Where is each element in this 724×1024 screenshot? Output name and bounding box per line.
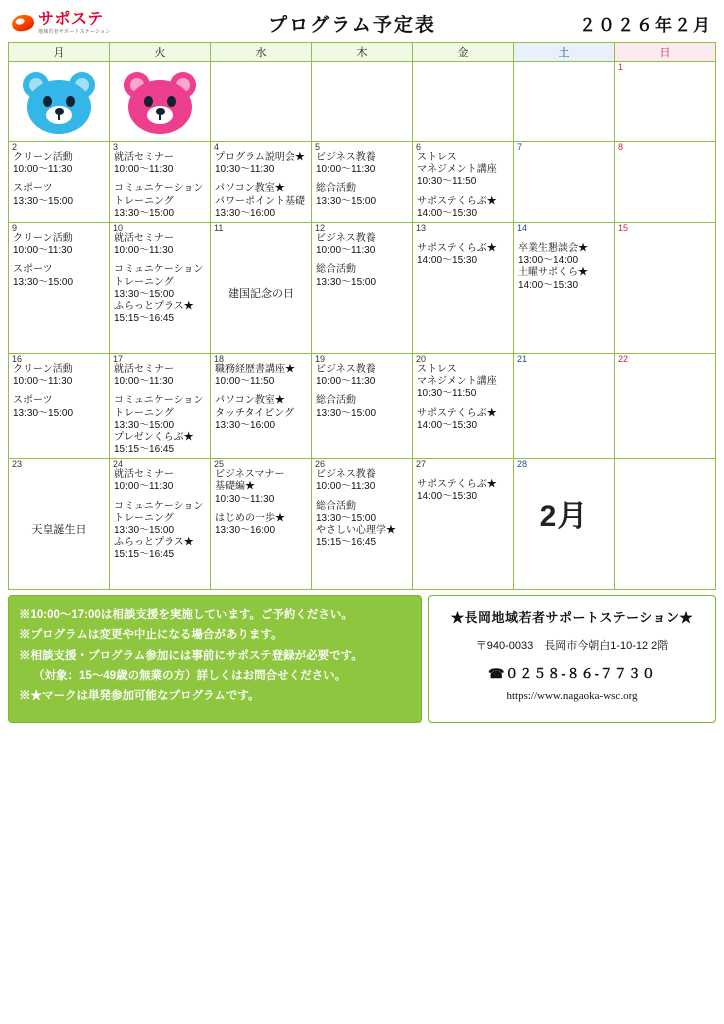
contact-panel [428,595,716,723]
day-number: 11 [214,222,224,233]
calendar-table [8,42,716,590]
day-events [413,469,513,505]
calendar-day-cell [514,353,615,458]
day-number [312,62,412,63]
day-number [514,62,614,63]
day-number: 18 [214,353,225,364]
event-entry: パソコン教室★ タッチタイピング 13:30〜16:00 [215,395,295,431]
day-number [615,459,715,460]
event-spacer [417,469,510,479]
day-number: 20 [416,353,427,364]
day-events [312,469,412,551]
calendar-day-cell [312,459,413,590]
day-events [110,152,210,222]
day-events [312,152,412,210]
calendar-week-row [9,62,716,142]
blue-bear-icon [24,72,94,134]
calendar-week-row [9,459,716,590]
day-events [211,469,311,539]
day-number: 5 [315,142,321,152]
day-events [9,152,109,210]
year-month-label: ２０２６年２月 [579,15,712,35]
weekday-mon: 月 [9,43,110,62]
day-number: 19 [315,353,326,364]
event-entry: 就活セミナー 10:00〜11:30 [114,363,174,388]
day-number: 1 [618,62,624,72]
day-number: 21 [517,353,528,364]
event-entry: 総合活動 13:30〜15:00 [316,264,377,288]
calendar-day-cell [615,459,716,590]
day-number: 14 [517,222,528,233]
event-entry: ビジネス教養 10:00〜11:30 [316,469,376,493]
calendar-body [9,62,716,590]
event-entry: ビジネスマナー 基礎編★ 10:30〜11:30 [215,469,285,505]
weekday-sat: 土 [514,43,615,62]
day-number: 15 [618,222,629,233]
event-entry: クリーン活動 10:00〜11:30 [13,232,73,257]
weekday-thu: 木 [312,43,413,62]
event-entry: コミュニケーション トレーニング 13:30〜15:00 ふらっとプラス★ 15:15〜16:45 [114,500,204,561]
holiday-label: 建国記念の日 [228,287,294,300]
day-events [9,364,109,422]
event-entry: 総合活動 13:30〜15:00 やさしい心理学★ 15:15〜16:45 [316,500,396,549]
day-number [413,62,513,63]
calendar-day-cell [312,353,413,458]
calendar-day-cell [110,353,211,458]
holiday-label: 天皇誕生日 [31,524,87,537]
event-entry: コミュニケーション トレーニング 13:30〜15:00 ふらっとプラス★ 15:15〜16:45 [114,264,204,325]
calendar-day-cell [413,353,514,458]
event-entry: サポステくらぶ★ 14:00〜15:30 [417,195,497,219]
day-events [312,364,412,422]
event-entry: 職務経歴書講座★ 10:00〜11:50 [215,363,295,388]
calendar-day-cell [9,353,110,458]
event-entry: コミュニケーション トレーニング 13:30〜15:00 プレゼンくらぶ★ 15:15〜16:45 [114,395,204,456]
day-number [211,62,311,63]
day-number: 7 [517,142,523,152]
calendar-day-cell [312,62,413,142]
organization-url[interactable]: https://www.nagaoka-wsc.org [506,690,638,703]
day-number: 23 [12,459,23,470]
calendar-day-cell [110,459,211,590]
day-number: 25 [214,459,225,470]
event-entry: コミュニケーション トレーニング 13:30〜15:00 [114,183,204,219]
organization-address: 〒940-0033 長岡市今朝白1-10-12 2階 [475,640,669,653]
day-number: 24 [113,459,124,470]
event-entry: 卒業生懇談会★ 13:00〜14:00 土曜サポくら★ 14:00〜15:30 [518,242,588,291]
event-entry: パソコン教室★ パワーポイント基礎 13:30〜16:00 [215,183,305,219]
event-entry: プログラム説明会★ 10:30〜11:30 [215,152,305,176]
note-line: （対象：15〜49歳の無業の方）詳しくはお問合せください。 [33,669,347,682]
note-line: ※★マークは単発参加可能なプログラムです。 [19,689,260,702]
event-entry: ストレス マネジメント講座 10:30〜11:50 [417,152,497,188]
logo [12,12,162,35]
event-entry: ビジネス教養 10:00〜11:30 [316,152,376,176]
calendar-day-cell [9,142,110,223]
event-spacer [417,233,510,243]
event-entry: ストレス マネジメント講座 10:30〜11:50 [417,363,497,400]
day-number: 10 [113,222,124,233]
day-events [413,364,513,434]
calendar-day-cell [211,353,312,458]
event-entry: クリーン活動 10:00〜11:30 [13,152,73,176]
day-number: 28 [517,459,528,470]
calendar-day-cell [514,62,615,142]
day-events [514,233,614,294]
calendar-day-cell [413,222,514,353]
day-number: 6 [416,142,422,152]
day-number: 26 [315,459,326,470]
day-number: 22 [618,353,629,364]
weekday-sun: 日 [615,43,716,62]
event-entry: 就活セミナー 10:00〜11:30 [114,469,174,493]
calendar-week-row [9,353,716,458]
month-badge: 2月 [539,500,589,534]
calendar-day-cell [312,142,413,223]
calendar-day-cell [110,222,211,353]
day-number: 16 [12,353,23,364]
decoration-cell [9,62,110,142]
logo-sub-text: 地域若者サポートステーション [38,28,111,35]
event-entry: クリーン活動 10:00〜11:30 [13,363,73,388]
event-entry: ビジネス教養 10:00〜11:30 [316,363,376,388]
note-line: ※相談支援・プログラム参加には事前にサポステ登録が必要です。 [19,649,363,662]
calendar-day-cell [312,222,413,353]
logo-main-text: サポステ [38,10,104,28]
note-line: ※プログラムは変更や中止になる場合があります。 [19,629,283,642]
calendar-day-cell [211,142,312,223]
day-events [110,469,210,563]
day-number: 2 [12,142,18,152]
calendar-day-cell [211,222,312,353]
event-entry: 就活セミナー 10:00〜11:30 [114,232,174,257]
organization-name: ★長岡地域若者サポートステーション★ [450,610,694,626]
page-footer [8,595,716,723]
calendar-day-cell [615,353,716,458]
calendar-day-cell [110,142,211,223]
weekday-tue: 火 [110,43,211,62]
calendar-day-cell [514,142,615,223]
calendar-week-row [9,142,716,223]
event-entry: ビジネス教養 10:00〜11:30 [316,232,376,257]
pink-bear-icon [125,72,195,134]
day-events [110,364,210,458]
day-events [413,152,513,222]
event-entry: サポステくらぶ★ 14:00〜15:30 [417,242,497,267]
organization-phone: ☎０２５８-８６-７７３０ [488,666,656,682]
weekday-header-row [9,43,716,62]
event-entry: 総合活動 13:30〜15:00 [316,183,377,207]
event-entry: サポステくらぶ★ 14:00〜15:30 [417,407,497,431]
event-entry: はじめの一歩★ 13:30〜16:00 [215,512,285,536]
day-events [9,233,109,291]
calendar-day-cell [9,459,110,590]
calendar-day-cell [615,62,716,142]
calendar-day-cell [514,459,615,590]
event-entry: スポーツ 13:30〜15:00 [13,264,74,288]
calendar-day-cell [211,459,312,590]
calendar-day-cell [110,62,211,142]
event-entry: スポーツ 13:30〜15:00 [13,183,74,207]
calendar-day-cell [413,142,514,223]
page-title: プログラム予定表 [268,14,436,36]
bear-illustration [110,63,210,142]
day-number: 9 [12,222,18,233]
day-events [312,233,412,291]
day-events [110,233,210,327]
event-spacer [518,233,611,243]
event-entry: 総合活動 13:30〜15:00 [316,395,377,419]
weekday-fri: 金 [413,43,514,62]
calendar-day-cell [9,222,110,353]
day-events [211,364,311,434]
day-events [413,233,513,269]
logo-swoosh-icon [11,13,36,33]
event-entry: スポーツ 13:30〜15:00 [13,395,74,419]
calendar-day-cell [615,222,716,353]
bear-illustration [9,63,109,142]
day-number: 4 [214,142,220,152]
event-entry: サポステくらぶ★ 14:00〜15:30 [417,479,497,503]
calendar-day-cell [413,459,514,590]
calendar-week-row [9,222,716,353]
day-number: 3 [113,142,119,152]
day-number: 13 [416,222,427,233]
calendar-day-cell [413,62,514,142]
event-entry: 就活セミナー 10:00〜11:30 [114,152,174,176]
calendar-day-cell [615,142,716,223]
day-number: 8 [618,142,624,152]
day-number: 12 [315,222,326,233]
day-events [211,152,311,222]
day-number: 27 [416,459,427,470]
day-number: 17 [113,353,124,364]
page-header [8,6,716,40]
calendar-day-cell [211,62,312,142]
logo-text [38,12,110,35]
notes-panel [8,595,422,723]
weekday-wed: 水 [211,43,312,62]
note-line: ※10:00〜17:00は相談支援を実施しています。ご予約ください。 [19,609,353,622]
calendar-day-cell [514,222,615,353]
